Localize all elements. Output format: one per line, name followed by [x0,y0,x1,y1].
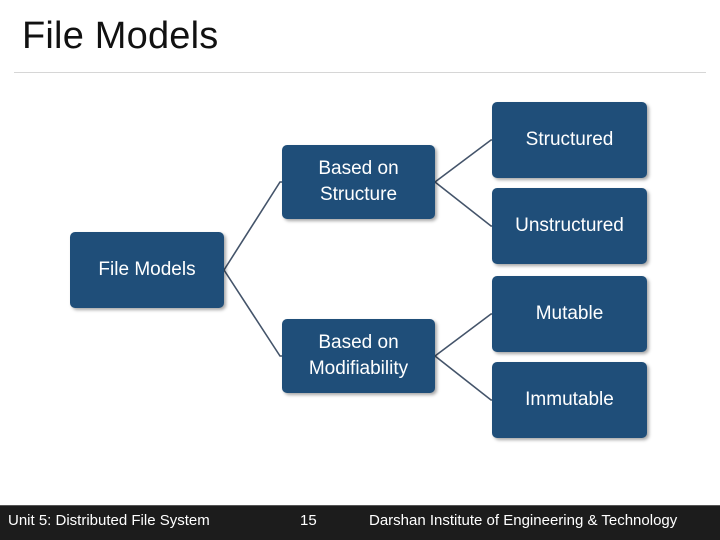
node-label: Immutable [525,389,614,411]
node-label: Based on Structure [318,158,399,205]
slide-title: File Models [22,15,219,57]
node-label: Mutable [535,303,604,325]
footer-unit-label: Unit 5: Distributed File System [8,512,210,529]
node-label: Based on Modifiability [308,332,409,379]
node-label: File Models [98,259,196,281]
node-label: Structured [525,129,614,151]
footer-institute-label: Darshan Institute of Engineering & Technology [369,512,678,529]
footer-page-number: 15 [300,512,317,529]
connector-root-to-modifiability [224,270,282,356]
node-unstructured [492,188,647,264]
node-based-on-modifiability [282,319,435,393]
node-structured [492,102,647,178]
node-based-on-structure [282,145,435,219]
connector-modifiability-to-mutable [435,314,492,356]
node-immutable [492,362,647,438]
connector-structure-to-unstructured [435,182,492,226]
node-file-models [70,232,224,308]
connector-root-to-structure [224,182,282,270]
connector-structure-to-structured [435,140,492,182]
node-label: Unstructured [515,215,624,237]
connector-modifiability-to-immutable [435,356,492,400]
node-mutable [492,276,647,352]
